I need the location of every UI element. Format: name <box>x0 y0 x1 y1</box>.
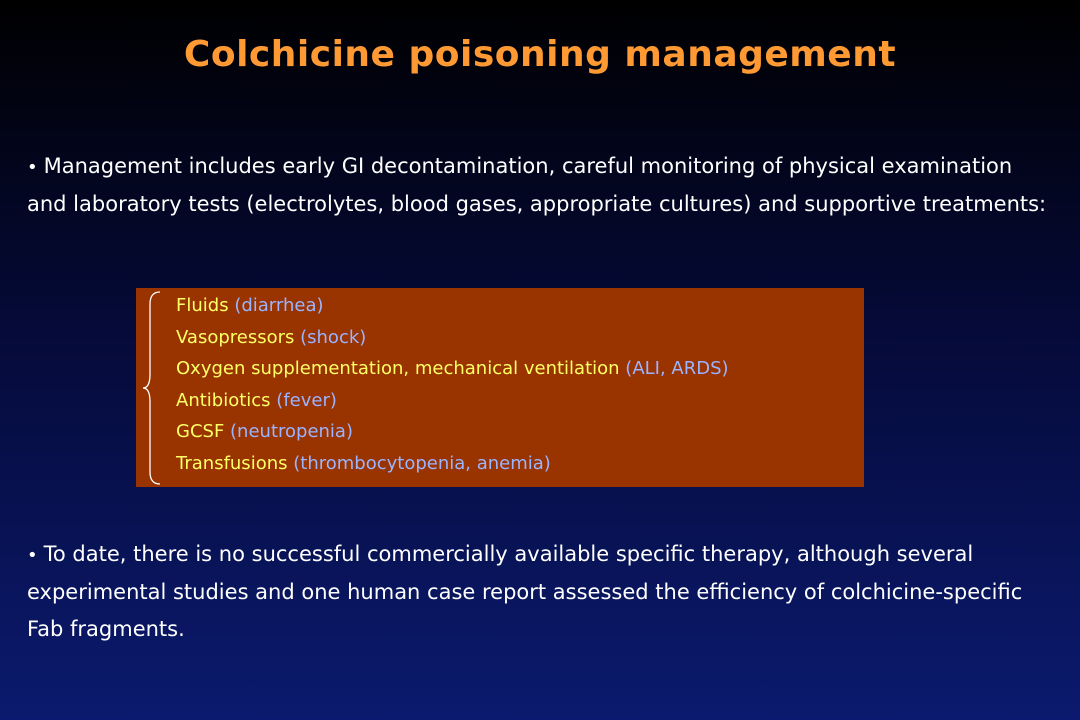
treatment-indication: (shock) <box>300 326 367 348</box>
treatment-name: Oxygen supplementation, mechanical ventilation <box>176 358 620 380</box>
bullet-text: Management includes early GI decontamination, careful monitoring of physical examination and laboratory tests (electrolytes, blood gases, appropriate cultures) and supportive treatments: <box>27 154 1047 216</box>
bullet-specific-therapy <box>27 536 1057 648</box>
treatment-item <box>176 290 729 322</box>
bullet-marker: • <box>27 545 38 566</box>
treatment-item <box>176 448 729 480</box>
treatment-name: Antibiotics <box>176 389 271 411</box>
slide-title: Colchicine poisoning management <box>183 34 897 75</box>
treatment-indication: (thrombocytopenia, anemia) <box>293 452 551 474</box>
treatment-item <box>176 353 729 385</box>
treatment-name: Fluids <box>176 295 229 316</box>
bullet-text: To date, there is no successful commercially available specific therapy, although several experimental studies and one human case report assessed the efficiency of colchicine-specific Fab fragments. <box>27 542 1023 641</box>
treatment-item <box>176 416 729 448</box>
bullet-marker: • <box>27 157 38 178</box>
treatment-name: GCSF <box>176 421 225 443</box>
treatment-name: Transfusions <box>176 452 288 474</box>
treatment-indication: (ALI, ARDS) <box>625 358 729 380</box>
treatment-indication: (neutropenia) <box>230 421 353 443</box>
treatment-item <box>176 385 729 417</box>
bullet-management <box>27 148 1057 223</box>
treatment-indication: (diarrhea) <box>234 295 324 316</box>
treatment-name: Vasopressors <box>176 326 295 348</box>
treatment-item <box>176 322 729 354</box>
brace-icon <box>142 290 162 486</box>
treatment-list <box>176 290 729 480</box>
treatment-indication: (fever) <box>276 389 337 411</box>
